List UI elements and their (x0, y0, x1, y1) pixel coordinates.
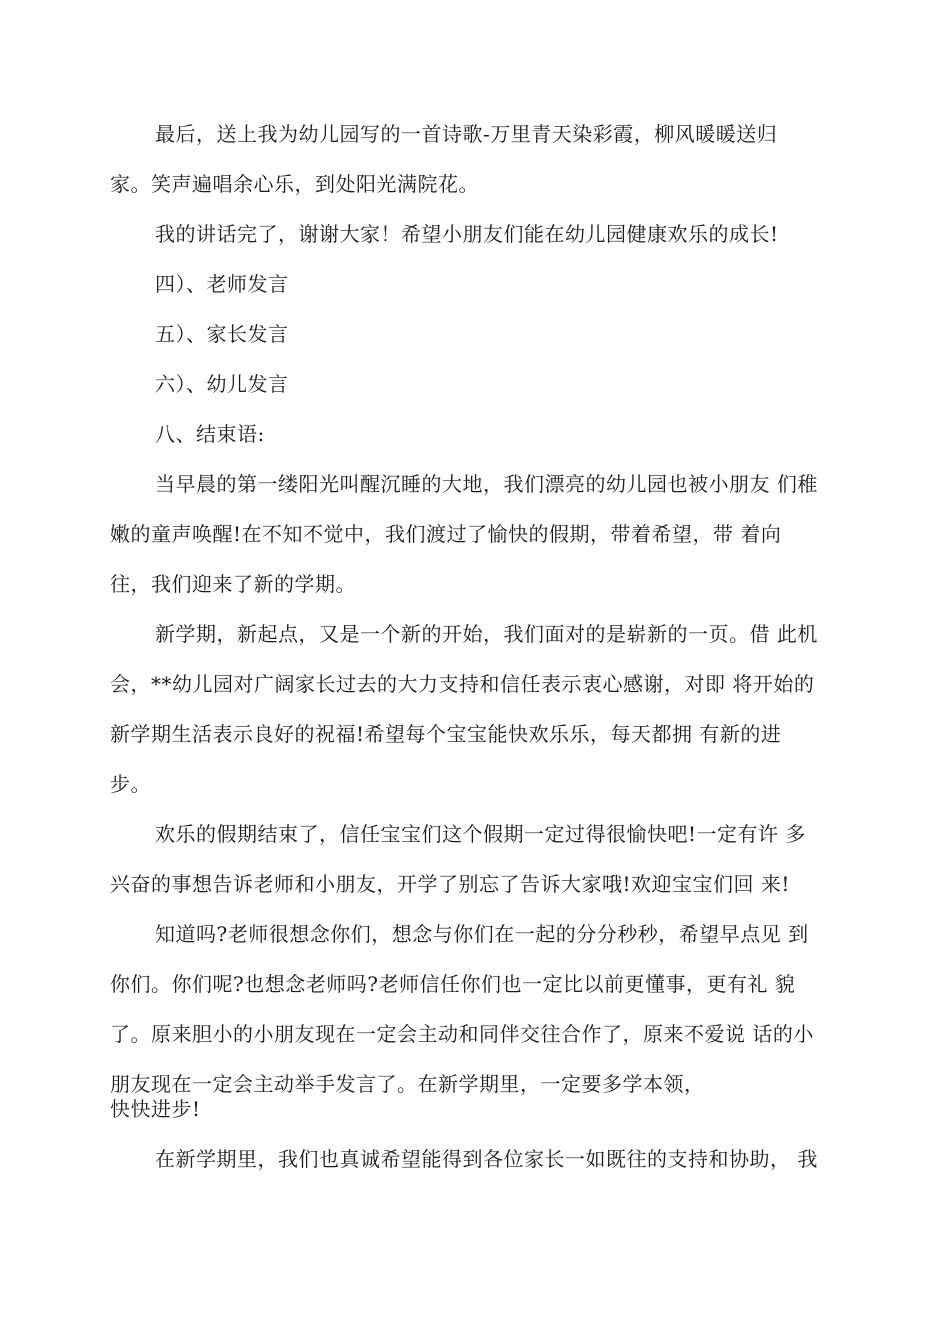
text-line: 往，我们迎来了新的学期。 (110, 572, 356, 596)
text-line: 欢乐的假期结束了，信任宝宝们这个假期一定过得很愉快吧!一定有许 多 (155, 822, 806, 846)
text-line: 了。原来胆小的小朋友现在一定会主动和同伴交往合作了，原来不爱说 话的小 (110, 1022, 814, 1046)
text-line: 四）、老师发言 (155, 272, 289, 296)
text-line: 最后，送上我为幼儿园写的一首诗歌-万里青天染彩霞，柳风暖暖送归 (155, 122, 778, 146)
text-line: 八、结束语: (155, 422, 265, 446)
text-line: 步。 (110, 772, 151, 796)
text-line: 嫩的童声唤醒!在不知不觉中，我们渡过了愉快的假期，带着希望，带 着向 (110, 522, 782, 546)
text-line: 快快进步! (110, 1097, 201, 1121)
text-line: 你们。你们呢?也想念老师吗?老师信任你们也一定比以前更懂事，更有礼 貌 (110, 972, 796, 996)
text-line: 朋友现在一定会主动举手发言了。在新学期里，一定要多学本领， (110, 1072, 705, 1096)
text-line: 知道吗?老师很想念你们，想念与你们在一起的分分秒秒，希望早点见 到 (155, 922, 809, 946)
text-line: 在新学期里，我们也真诚希望能得到各位家长一如既往的支持和协助， 我 (155, 1147, 818, 1171)
text-line: 当早晨的第一缕阳光叫醒沉睡的大地，我们漂亮的幼儿园也被小朋友 们稚 (155, 472, 818, 496)
text-line: 新学期，新起点，又是一个新的开始，我们面对的是崭新的一页。借 此机 (155, 622, 818, 646)
text-line: 家。笑声遍唱余心乐，到处阳光满院花。 (110, 172, 479, 196)
text-line: 新学期生活表示良好的祝福!希望每个宝宝能快欢乐乐，每天都拥 有新的进 (110, 722, 782, 746)
text-line: 我的讲话完了，谢谢大家！希望小朋友们能在幼儿园健康欢乐的成长! (155, 222, 779, 246)
text-line: 五）、家长发言 (155, 322, 289, 346)
text-line: 六）、幼儿发言 (155, 372, 289, 396)
text-line: 会，**幼儿园对广阔家长过去的大力支持和信任表示衷心感谢，对即 将开始的 (110, 672, 815, 696)
text-line: 兴奋的事想告诉老师和小朋友，开学了别忘了告诉大家哦!欢迎宝宝们回 来! (110, 872, 790, 896)
